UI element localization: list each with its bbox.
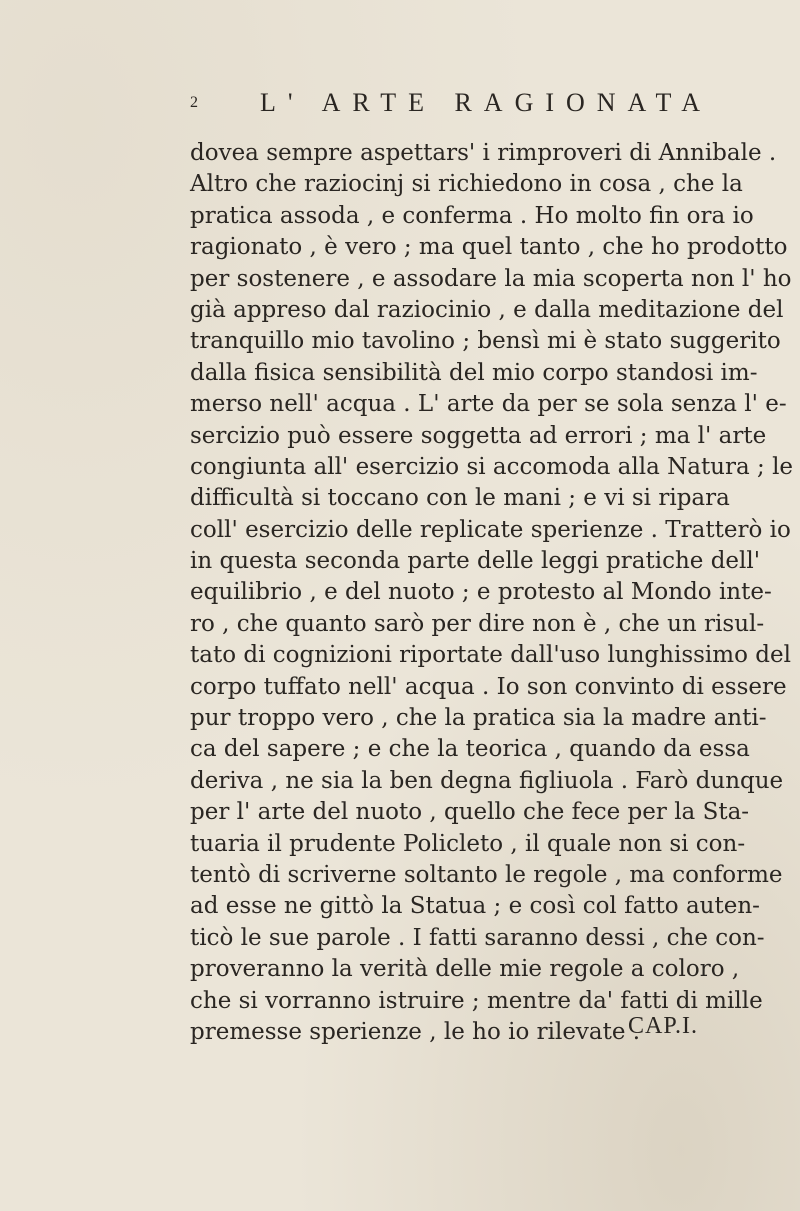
text-line: Altro che raziocinj si richiedono in cosa , che la xyxy=(190,171,743,198)
text-line: equilibrio , e del nuoto ; e protesto al Mondo inte- xyxy=(190,579,772,606)
text-line: ragionato , è vero ; ma quel tanto , che ho prodotto xyxy=(190,234,788,261)
text-line: dalla fisica sensibilità del mio corpo standosi im- xyxy=(190,359,758,386)
text-line: ca del sapere ; e che la teorica , quando da essa xyxy=(190,736,750,763)
text-line: merso nell' acqua . L' arte da per se sola senza l' e- xyxy=(190,391,787,418)
text-line: ad esse ne gittò la Statua ; e così col fatto auten- xyxy=(190,893,760,920)
text-line: sercizio può essere soggetta ad errori ; ma l' arte xyxy=(190,422,767,449)
text-line: che si vorranno istruire ; mentre da' fatti di mille xyxy=(190,987,763,1014)
text-line: per sostenere , e assodare la mia scoperta non l' ho xyxy=(190,265,792,292)
text-line: difficultà si toccano con le mani ; e vi si ripara xyxy=(190,485,730,512)
text-line: dovea sempre aspettars' i rimproveri di Annibale . xyxy=(190,140,777,166)
text-line: ro , che quanto sarò per dire non è , che un risul- xyxy=(190,610,765,637)
text-line: premesse sperienze , le ho io rilevate . xyxy=(190,1018,641,1045)
text-line: proveranno la verità delle mie regole a coloro , xyxy=(190,956,740,983)
text-line: tato di cognizioni riportate dall'uso lunghissimo del xyxy=(190,642,791,669)
text-line: coll' esercizio delle replicate sperienze . Tratterò io xyxy=(190,516,791,543)
body-text xyxy=(190,138,794,1048)
text-line: pratica assoda , e conferma . Ho molto fin ora io xyxy=(190,202,754,229)
text-line: ticò le sue parole . I fatti saranno dessi , che con- xyxy=(190,924,765,951)
text-line: deriva , ne sia la ben degna figliuola . Farò dunque xyxy=(190,767,784,794)
running-title: L' ARTE RAGIONATA xyxy=(260,88,713,117)
text-line: congiunta all' esercizio si accomoda alla Natura ; le xyxy=(190,453,794,480)
text-line: in questa seconda parte delle leggi pratiche dell' xyxy=(190,548,761,575)
text-line: già appreso dal raziocinio , e dalla meditazione del xyxy=(190,296,784,323)
text-line: pur troppo vero , che la pratica sia la madre anti- xyxy=(190,705,767,732)
page-number: 2 xyxy=(190,94,198,111)
running-head xyxy=(190,88,713,128)
text-line: corpo tuffato nell' acqua . Io son convinto di essere xyxy=(190,673,787,700)
catchword: CAP.I. xyxy=(628,1013,699,1039)
text-line: per l' arte del nuoto , quello che fece per la Sta- xyxy=(190,799,750,826)
text-line: tuaria il prudente Policleto , il quale non si con- xyxy=(190,830,746,857)
text-line: tranquillo mio tavolino ; bensì mi è stato suggerito xyxy=(190,328,781,355)
text-line: tentò di scriverne soltanto le regole , ma conforme xyxy=(190,861,783,888)
